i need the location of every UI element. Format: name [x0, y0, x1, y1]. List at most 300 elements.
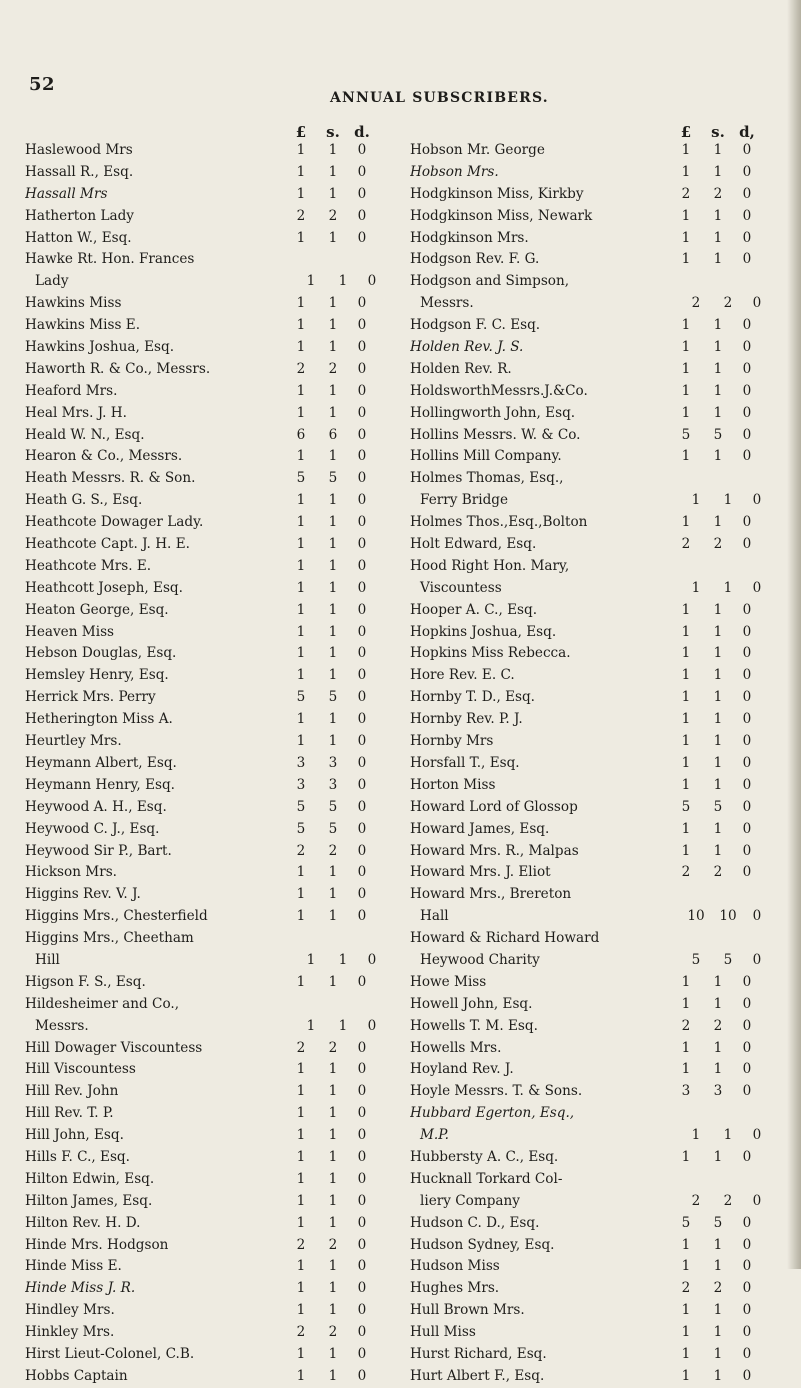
subscriber-entry	[25, 1213, 400, 1235]
subscriber-name: Hopkins Miss Rebecca.	[410, 645, 571, 662]
subscriber-entry	[25, 425, 400, 447]
subscriber-entry	[410, 1059, 785, 1081]
subscriber-name: Hubbersty A. C., Esq.	[410, 1148, 559, 1165]
amount-pence: 0	[742, 142, 752, 158]
amount-shillings: 1	[328, 623, 338, 640]
subscriber-name: Hill John, Esq.	[25, 1127, 124, 1144]
amount-shillings: 1	[713, 514, 723, 531]
amount-shillings: 1	[713, 360, 723, 377]
subscriber-name: Heywood Charity	[420, 951, 540, 968]
amount-shillings: 1	[328, 601, 338, 618]
subscriber-name: Heathcott Joseph, Esq.	[25, 579, 183, 596]
amount-pence: 0	[742, 251, 752, 268]
amount-shillings: 1	[328, 1367, 338, 1384]
amount-pounds: 1	[681, 251, 691, 268]
subscriber-entry	[410, 578, 785, 600]
subscriber-name: Messrs.	[420, 295, 474, 312]
amount-shillings: 1	[713, 1367, 723, 1384]
subscriber-name: Hodgkinson Miss, Kirkby	[410, 185, 584, 202]
amount-pounds: 1	[681, 842, 691, 859]
subscriber-name: Hill	[35, 951, 60, 968]
amount-pounds: 1	[681, 645, 691, 662]
subscriber-entry	[410, 1344, 785, 1366]
amount-pence: 0	[357, 667, 367, 684]
subscriber-name: Hatton W., Esq.	[25, 229, 132, 246]
amount-shillings: 1	[713, 776, 723, 793]
amount-shillings: 1	[713, 973, 723, 990]
subscriber-entry	[25, 950, 400, 972]
amount-shillings: 1	[328, 1061, 338, 1078]
amount-pence: 0	[752, 492, 762, 509]
amount-pence: 0	[357, 1236, 367, 1253]
subscriber-entry	[25, 206, 400, 228]
amount-pounds: 1	[296, 864, 306, 881]
amount-pounds: 2	[681, 1017, 691, 1034]
amount-shillings: 1	[328, 645, 338, 662]
amount-shillings: 1	[328, 1148, 338, 1165]
amount-shillings: 1	[713, 1302, 723, 1319]
subscriber-name: Hopkins Joshua, Esq.	[410, 623, 557, 640]
amount-shillings: 1	[328, 448, 338, 465]
subscriber-entry	[410, 271, 785, 293]
subscriber-entry	[410, 884, 785, 906]
subscriber-entry	[25, 578, 400, 600]
amount-pence: 0	[357, 514, 367, 531]
amount-pence: 0	[357, 645, 367, 662]
amount-pounds: 1	[296, 142, 306, 158]
amount-pounds: 1	[296, 404, 306, 421]
amount-shillings: 1	[328, 142, 338, 158]
subscriber-entry	[25, 731, 400, 753]
subscriber-name: Holmes Thomas, Esq.,	[410, 470, 564, 487]
subscriber-name: Howell John, Esq.	[410, 995, 533, 1012]
amount-pence: 0	[742, 207, 752, 224]
subscriber-name: Heywood C. J., Esq.	[25, 820, 160, 837]
amount-pence: 0	[357, 886, 367, 903]
amount-pence: 0	[742, 711, 752, 728]
subscriber-name: Hawkins Miss E.	[25, 317, 141, 334]
amount-pence: 0	[742, 995, 752, 1012]
amount-pounds: 1	[296, 317, 306, 334]
amount-pounds: 1	[296, 711, 306, 728]
amount-pence: 0	[357, 842, 367, 859]
amount-pounds: 1	[296, 886, 306, 903]
amount-pence: 0	[357, 579, 367, 596]
subscriber-entry	[410, 950, 785, 972]
subscriber-name: Hudson Sydney, Esq.	[410, 1236, 555, 1253]
amount-pounds: 1	[681, 1345, 691, 1362]
amount-shillings: 3	[713, 1083, 723, 1100]
subscriber-entry	[410, 315, 785, 337]
amount-pounds: 1	[681, 601, 691, 618]
amount-pence: 0	[357, 908, 367, 925]
amount-pounds: 1	[296, 579, 306, 596]
amount-pence: 0	[357, 689, 367, 706]
amount-pence: 0	[357, 1345, 367, 1362]
amount-pence: 0	[367, 273, 377, 290]
amount-shillings: 1	[328, 295, 338, 312]
subscriber-name: Hinde Miss J. R.	[25, 1280, 136, 1297]
subscriber-entry	[410, 906, 785, 928]
subscriber-entry	[25, 271, 400, 293]
amount-pounds: 5	[296, 820, 306, 837]
amount-shillings: 5	[713, 798, 723, 815]
amount-pence: 0	[357, 601, 367, 618]
subscriber-entry	[410, 1300, 785, 1322]
amount-shillings: 1	[328, 492, 338, 509]
amount-shillings: 1	[328, 339, 338, 356]
amount-pounds: 2	[681, 864, 691, 881]
subscriber-name: Viscountess	[420, 579, 502, 596]
subscriber-name: Howard James, Esq.	[410, 820, 550, 837]
amount-pence: 0	[357, 1258, 367, 1275]
amount-pence: 0	[357, 404, 367, 421]
subscriber-name: Heal Mrs. J. H.	[25, 404, 127, 421]
subscriber-name: Hatherton Lady	[25, 207, 134, 224]
amount-pence: 0	[742, 317, 752, 334]
amount-pence: 0	[357, 1061, 367, 1078]
subscriber-name: Hoyle Messrs. T. & Sons.	[410, 1083, 583, 1100]
amount-pence: 0	[752, 1192, 762, 1209]
amount-pounds: 1	[296, 733, 306, 750]
amount-pence: 0	[742, 1367, 752, 1384]
subscriber-name: Hodgson Rev. F. G.	[410, 251, 540, 268]
amount-shillings: 1	[338, 951, 348, 968]
amount-shillings: 1	[713, 1324, 723, 1341]
subscriber-name: Hebson Douglas, Esq.	[25, 645, 177, 662]
subscriber-name: Hemsley Henry, Esq.	[25, 667, 169, 684]
amount-pence: 0	[742, 1302, 752, 1319]
amount-pounds: 6	[296, 426, 306, 443]
subscriber-name: Hollins Messrs. W. & Co.	[410, 426, 581, 443]
subscriber-name: Hobbs Captain	[25, 1367, 128, 1384]
amount-shillings: 1	[713, 382, 723, 399]
amount-pounds: 1	[681, 360, 691, 377]
subscriber-entry	[410, 1125, 785, 1147]
subscriber-entry	[25, 622, 400, 644]
amount-pounds: 1	[296, 295, 306, 312]
amount-pounds: 1	[681, 1367, 691, 1384]
amount-pence: 0	[742, 1345, 752, 1362]
subscriber-entry	[25, 1278, 400, 1300]
subscriber-entry	[25, 928, 400, 950]
amount-shillings: 2	[723, 1192, 733, 1209]
amount-pence: 0	[357, 798, 367, 815]
subscriber-entry	[410, 972, 785, 994]
amount-pence: 0	[357, 1039, 367, 1056]
subscriber-entry	[25, 994, 400, 1016]
subscriber-entry	[410, 819, 785, 841]
subscriber-entry	[25, 1235, 400, 1257]
subscriber-name: Hurt Albert F., Esq.	[410, 1367, 545, 1384]
subscriber-name: Hickson Mrs.	[25, 864, 118, 881]
amount-pence: 0	[357, 973, 367, 990]
amount-pence: 0	[357, 1148, 367, 1165]
amount-shillings: 5	[328, 798, 338, 815]
amount-pounds: 5	[296, 798, 306, 815]
subscriber-entry	[410, 512, 785, 534]
subscriber-name: Hassall Mrs	[25, 185, 108, 202]
amount-shillings: 1	[328, 711, 338, 728]
amount-pence: 0	[357, 163, 367, 180]
amount-pounds: 2	[296, 1324, 306, 1341]
subscriber-name: Hornby T. D., Esq.	[410, 689, 536, 706]
amount-pence: 0	[742, 448, 752, 465]
amount-pence: 0	[367, 1017, 377, 1034]
subscriber-name: Hood Right Hon. Mary,	[410, 557, 570, 574]
subscriber-entry	[25, 797, 400, 819]
subscriber-name: Hollins Mill Company.	[410, 448, 562, 465]
subscriber-entry	[25, 1322, 400, 1344]
amount-shillings: 2	[713, 536, 723, 553]
amount-pence: 0	[742, 623, 752, 640]
subscriber-entry	[410, 1322, 785, 1344]
amount-shillings: 2	[328, 1236, 338, 1253]
subscriber-name: Hudson Miss	[410, 1258, 500, 1275]
amount-pounds: 1	[681, 514, 691, 531]
amount-shillings: 1	[328, 1105, 338, 1122]
amount-shillings: 1	[713, 623, 723, 640]
subscriber-entry	[25, 403, 400, 425]
subscriber-entry	[25, 1191, 400, 1213]
amount-pence: 0	[357, 382, 367, 399]
subscriber-entry	[25, 753, 400, 775]
subscriber-entry	[410, 1213, 785, 1235]
subscriber-entry	[25, 1169, 400, 1191]
subscriber-entry	[410, 162, 785, 184]
amount-pounds: 2	[681, 536, 691, 553]
subscriber-name: Heald W. N., Esq.	[25, 426, 145, 443]
amount-pence: 0	[742, 360, 752, 377]
subscriber-entry	[25, 1038, 400, 1060]
pounds-header: £	[295, 123, 307, 141]
subscriber-name: Herrick Mrs. Perry	[25, 689, 156, 706]
amount-pounds: 1	[681, 448, 691, 465]
amount-pounds: 1	[296, 492, 306, 509]
subscriber-name: Hubbard Egerton, Esq.,	[410, 1105, 575, 1122]
subscriber-name: Hirst Lieut-Colonel, C.B.	[25, 1345, 195, 1362]
subscriber-entry	[25, 1366, 400, 1388]
subscriber-name: Holmes Thos.,Esq.,Bolton	[410, 514, 588, 531]
amount-pounds: 1	[296, 667, 306, 684]
amount-pounds: 1	[681, 1324, 691, 1341]
subscriber-name: Hodgkinson Mrs.	[410, 229, 529, 246]
subscriber-entry	[410, 709, 785, 731]
amount-pounds: 1	[681, 1302, 691, 1319]
subscriber-entry	[410, 446, 785, 468]
amount-pounds: 1	[691, 1127, 701, 1144]
subscriber-entry	[410, 1038, 785, 1060]
subscriber-entry	[410, 140, 785, 162]
subscriber-entry	[410, 425, 785, 447]
subscriber-name: Haslewood Mrs	[25, 142, 133, 158]
amount-pounds: 1	[306, 1017, 316, 1034]
subscriber-entry	[410, 490, 785, 512]
amount-pounds: 2	[296, 1236, 306, 1253]
shillings-header: s.	[326, 123, 340, 141]
running-head: ANNUAL SUBSCRIBERS.	[330, 90, 549, 106]
subscriber-name: Hollingworth John, Esq.	[410, 404, 576, 421]
amount-pence: 0	[357, 1192, 367, 1209]
subscriber-entry	[25, 819, 400, 841]
amount-shillings: 1	[713, 1061, 723, 1078]
subscriber-name: Hills F. C., Esq.	[25, 1148, 130, 1165]
subscriber-name: Holden Rev. J. S.	[410, 339, 524, 356]
amount-shillings: 1	[328, 733, 338, 750]
amount-pounds: 5	[681, 426, 691, 443]
amount-shillings: 1	[328, 1127, 338, 1144]
amount-shillings: 1	[713, 995, 723, 1012]
subscriber-name: Hore Rev. E. C.	[410, 667, 515, 684]
amount-pounds: 1	[681, 995, 691, 1012]
amount-shillings: 1	[713, 733, 723, 750]
subscriber-entry	[25, 468, 400, 490]
amount-pounds: 2	[296, 1039, 306, 1056]
amount-shillings: 1	[328, 404, 338, 421]
subscriber-entry	[410, 622, 785, 644]
amount-pence: 0	[742, 382, 752, 399]
subscriber-entry	[25, 140, 400, 162]
amount-shillings: 10	[719, 908, 737, 925]
amount-shillings: 1	[713, 667, 723, 684]
amount-pounds: 1	[296, 185, 306, 202]
left-column-header	[25, 123, 400, 140]
amount-shillings: 5	[713, 1214, 723, 1231]
subscriber-entry	[410, 928, 785, 950]
amount-pence: 0	[742, 798, 752, 815]
amount-pence: 0	[742, 1280, 752, 1297]
subscriber-name: Heywood Sir P., Bart.	[25, 842, 172, 859]
amount-pounds: 1	[296, 339, 306, 356]
amount-shillings: 1	[713, 711, 723, 728]
subscriber-entry	[25, 162, 400, 184]
subscriber-name: Heath G. S., Esq.	[25, 492, 143, 509]
amount-pounds: 1	[681, 1061, 691, 1078]
amount-shillings: 1	[328, 1214, 338, 1231]
amount-pounds: 1	[681, 1236, 691, 1253]
amount-pounds: 1	[296, 382, 306, 399]
subscriber-entry	[25, 665, 400, 687]
subscriber-name: Heathcote Mrs. E.	[25, 557, 152, 574]
amount-shillings: 1	[713, 1236, 723, 1253]
amount-shillings: 1	[328, 317, 338, 334]
subscriber-entry	[410, 1016, 785, 1038]
subscriber-name: Heaton George, Esq.	[25, 601, 169, 618]
amount-shillings: 2	[713, 185, 723, 202]
subscriber-name: Ferry Bridge	[420, 492, 509, 509]
subscriber-name: Horton Miss	[410, 776, 496, 793]
amount-pence: 0	[742, 842, 752, 859]
amount-pounds: 1	[296, 1345, 306, 1362]
subscriber-name: Hill Dowager Viscountess	[25, 1039, 203, 1056]
right-column	[410, 123, 785, 1388]
amount-pounds: 1	[681, 623, 691, 640]
amount-shillings: 1	[713, 229, 723, 246]
amount-shillings: 2	[328, 360, 338, 377]
subscriber-name: Howard Mrs. R., Malpas	[410, 842, 579, 859]
subscriber-entry	[410, 556, 785, 578]
subscriber-name: Howard & Richard Howard	[410, 930, 600, 947]
amount-pounds: 1	[296, 1258, 306, 1275]
amount-pounds: 1	[681, 229, 691, 246]
amount-pence: 0	[357, 185, 367, 202]
amount-pence: 0	[357, 1214, 367, 1231]
amount-shillings: 1	[328, 382, 338, 399]
subscriber-entry	[25, 1125, 400, 1147]
subscriber-entry	[410, 753, 785, 775]
amount-pounds: 2	[681, 1280, 691, 1297]
subscriber-name: Hinkley Mrs.	[25, 1324, 115, 1341]
subscriber-entry	[25, 884, 400, 906]
amount-pence: 0	[742, 1236, 752, 1253]
amount-pounds: 1	[681, 163, 691, 180]
subscriber-entry	[25, 534, 400, 556]
amount-pence: 0	[742, 339, 752, 356]
pounds-header: £	[680, 123, 692, 141]
amount-pence: 0	[752, 908, 762, 925]
page-number: 52	[29, 74, 56, 95]
subscriber-name: Hurst Richard, Esq.	[410, 1345, 547, 1362]
subscriber-name: Holden Rev. R.	[410, 360, 512, 377]
amount-shillings: 1	[338, 273, 348, 290]
page-edge-shadow	[787, 0, 801, 1269]
amount-shillings: 1	[328, 229, 338, 246]
subscriber-name: Hobson Mrs.	[410, 163, 499, 180]
subscriber-entry	[410, 337, 785, 359]
amount-pence: 0	[752, 951, 762, 968]
amount-shillings: 1	[713, 754, 723, 771]
subscriber-entry	[410, 600, 785, 622]
subscriber-name: Haworth R. & Co., Messrs.	[25, 360, 211, 377]
subscriber-name: Messrs.	[35, 1017, 89, 1034]
amount-pounds: 1	[681, 973, 691, 990]
subscriber-name: Heathcote Capt. J. H. E.	[25, 536, 190, 553]
amount-pence: 0	[742, 1148, 752, 1165]
amount-shillings: 1	[713, 339, 723, 356]
amount-shillings: 1	[713, 142, 723, 158]
amount-pence: 0	[742, 536, 752, 553]
amount-pence: 0	[357, 339, 367, 356]
amount-shillings: 1	[713, 207, 723, 224]
subscriber-name: Holt Edward, Esq.	[410, 536, 537, 553]
amount-shillings: 2	[713, 1280, 723, 1297]
subscriber-entry	[410, 206, 785, 228]
amount-shillings: 5	[723, 951, 733, 968]
amount-pence: 0	[357, 754, 367, 771]
subscriber-entry	[25, 359, 400, 381]
amount-shillings: 1	[713, 251, 723, 268]
amount-shillings: 2	[713, 864, 723, 881]
amount-pence: 0	[742, 601, 752, 618]
amount-pence: 0	[357, 1302, 367, 1319]
subscriber-entry	[410, 468, 785, 490]
subscriber-entry	[25, 337, 400, 359]
subscriber-entry	[410, 1235, 785, 1257]
subscriber-name: Howard Mrs., Brereton	[410, 886, 572, 903]
amount-pence: 0	[742, 514, 752, 531]
subscriber-entry	[410, 643, 785, 665]
subscriber-name: Howells T. M. Esq.	[410, 1017, 538, 1034]
amount-pence: 0	[752, 1127, 762, 1144]
amount-pence: 0	[742, 163, 752, 180]
amount-pounds: 1	[681, 1258, 691, 1275]
amount-shillings: 2	[723, 295, 733, 312]
amount-shillings: 5	[328, 470, 338, 487]
subscriber-name: Hinde Mrs. Hodgson	[25, 1236, 169, 1253]
subscriber-entry	[25, 775, 400, 797]
amount-shillings: 1	[328, 1192, 338, 1209]
right-column-header	[410, 123, 785, 140]
